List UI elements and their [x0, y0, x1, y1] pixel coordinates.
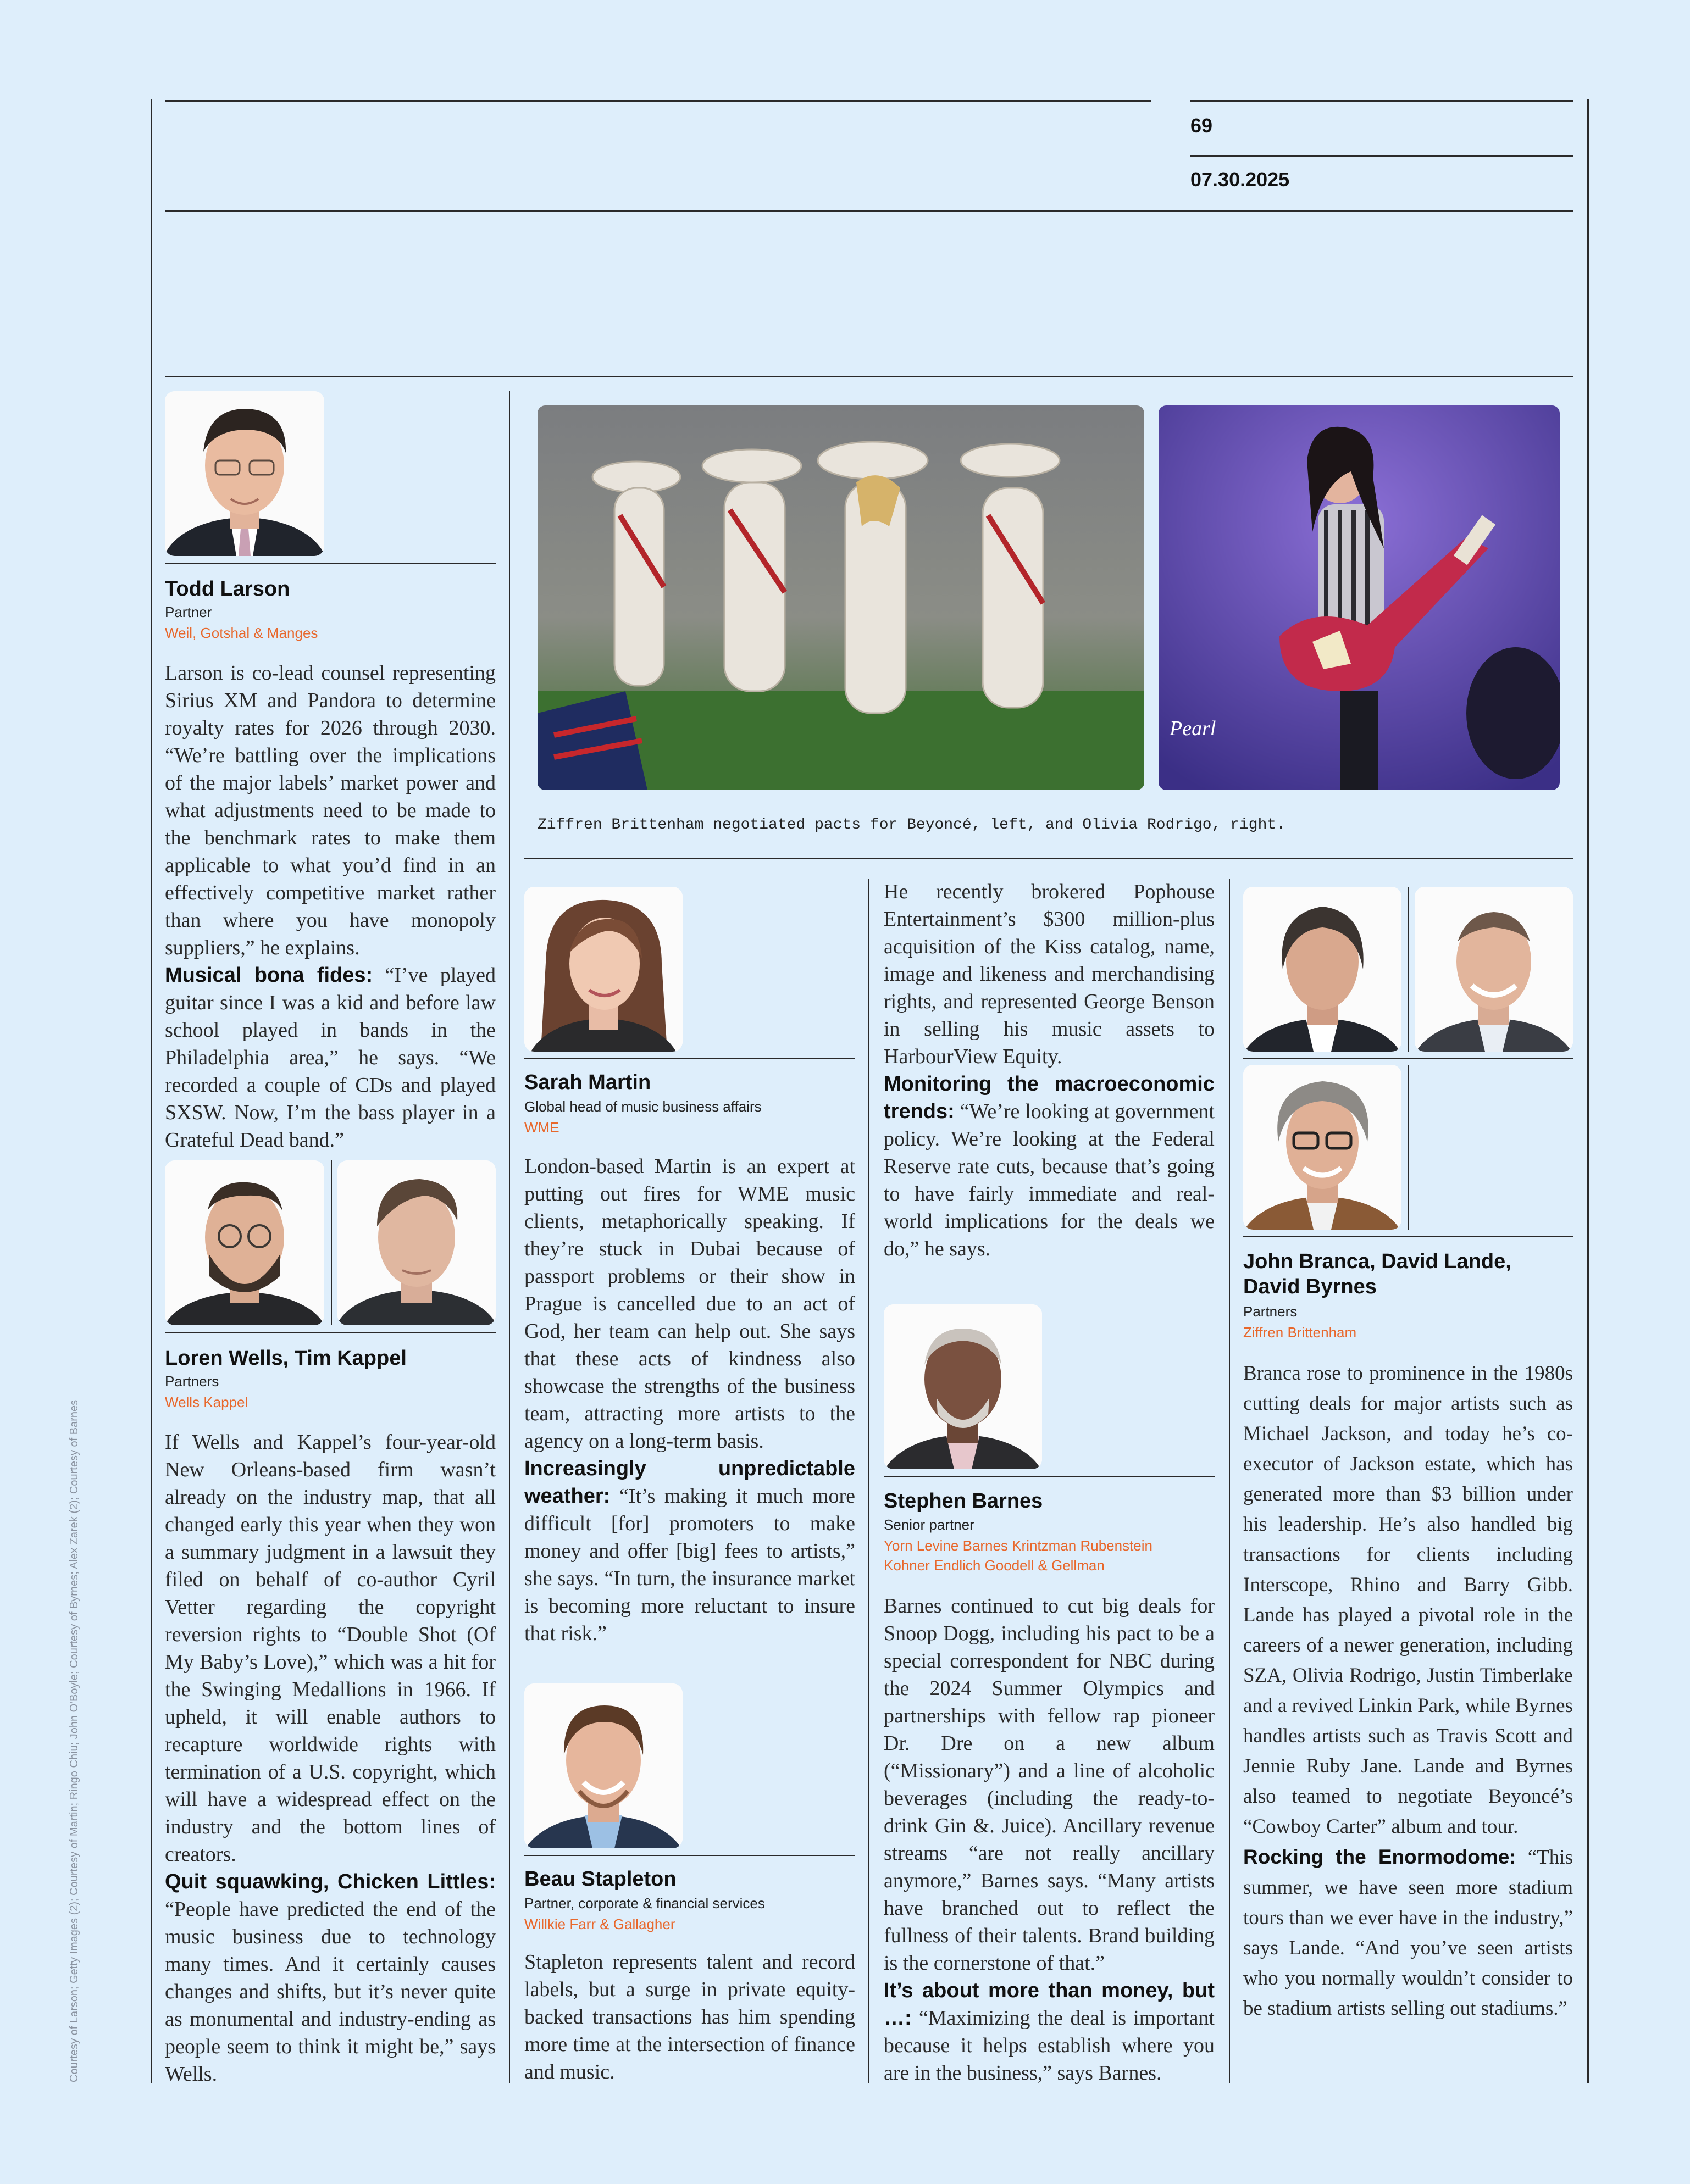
beau-stapleton-photo: [524, 1683, 683, 1848]
martin-bio-text: London-based Martin is an expert at putting out fires for WME music clients, metaphorically speaking. If they’re stuck in Dubai because of passport problems or their show in Prague is cancelled due to an act of God, her team can help out. She says that these acts of kindness also showcase the strengths of the business team, attracting more artists to the agency on a long-term basis.: [524, 1155, 855, 1453]
stephen-barnes-photo: [884, 1304, 1042, 1469]
branca-firm: Ziffren Brittenham: [1243, 1324, 1357, 1341]
branca-bio-text: Branca rose to prominence in the 1980s cutting deals for major artists such as Michael Jackson, and today he’s co-executor of Jackson estate, which has generated more than $3 billion under his leadership. He’s also handled big transactions for clients including Interscope, Rhino and Barry Gibb. Lande has played a pivotal role in the careers of a newer generation, including SZA, Olivia Rodrigo, Justin Timberlake and a revived Linkin Park, while Byrnes handles artists such as Travis Scott and Jennie Ruby Jane. Lande and Byrnes also teamed to negotiate Beyoncé’s “Cowboy Carter” album and tour.: [1243, 1362, 1573, 1838]
wells-name-rule: [165, 1332, 496, 1333]
wells-bio-text: If Wells and Kappel’s four-year-old New Orleans-based firm wasn’t already on the industry map, that all changed early this year when they won a summary judgment in a lawsuit they filed on behalf of co-author Cyril Vetter regarding the copyright reversion rights to “Double Shot (Of My Baby’s Love),” which was a hit for the Swinging Medallions in 1966. If upheld, it will enable authors to recapture worldwide rights with termination of a U.S. copyright, which will have a widespread effect on the industry and the bottom lines of creators.: [165, 1431, 496, 1866]
barnes-firm-line2: Kohner Endlich Goodell & Gellman: [884, 1557, 1105, 1574]
stapleton-subhead-text: “We’re looking at government policy. We’re looking at the Federal Reserve rate cuts, because that’s going to have fairly immediate and real-world implications for the deals we do,” he says.: [884, 1100, 1215, 1260]
martin-subhead-text: “It’s making it much more difficult [for] promoters to make money and offer [big] fees to artists,” she says. “In turn, the insurance market is becoming more reluctant to insure that risk.”: [524, 1485, 855, 1645]
branca-photo-divider: [1408, 887, 1409, 1052]
wells-firm: Wells Kappel: [165, 1394, 248, 1410]
larson-bio: [165, 659, 496, 1154]
column-divider-3: [1229, 879, 1230, 2083]
larson-subhead-text: “I’ve played guitar since I was a kid and before law school played in bands in the Philadelphia area,” he says. “We recorded a couple of CDs and played SXSW. Now, I’m the bass player in a Grateful Dead band.”: [165, 964, 496, 1152]
martin-bio: [524, 1153, 855, 1647]
branca-subhead-text: “This summer, we have seen more stadium tours than we ever have in the industry,” says Lande. “And you’ve seen artists who you normally wouldn’t consider to be stadium artists selling out stadiums.”: [1243, 1846, 1573, 2020]
larson-bio-text: Larson is co-lead counsel representing Sirius XM and Pandora to determine royalty rates for 2026 through 2030. “We’re battling over the implications of the major labels’ market power and what adjustments need to be made to the benchmark rates to make them applicable to what you’d find in an effectively competitive market rather than where you have monopoly suppliers,” he explains.: [165, 662, 496, 959]
barnes-role: Senior partner: [884, 1516, 974, 1533]
larson-subhead: Musical bona fides:: [165, 964, 373, 987]
wells-subhead-text: “People have predicted the end of the music business due to technology many times. And it certainly causes changes and shifts, but it’s never quite as monumental and industry-ending as people seem to think it might be,” says Wells.: [165, 1898, 496, 2086]
stapleton-name-rule: [524, 1855, 855, 1856]
branca-bio: [1243, 1358, 1573, 2024]
header-bottom-rule: [165, 210, 1573, 212]
larson-name: Todd Larson: [165, 577, 290, 601]
branca-role: Partners: [1243, 1303, 1298, 1320]
tim-kappel-photo: [337, 1160, 496, 1325]
barnes-bio: [884, 1592, 1215, 2087]
wells-bio: [165, 1429, 496, 2088]
todd-larson-photo: [165, 391, 324, 556]
stapleton-cont-text: He recently brokered Pophouse Entertainment’s $300 million-plus acquisition of the Kiss catalog, name, image and likeness and merchandising rights, and represented George Benson in selling his music assets to HarbourView Equity.: [884, 880, 1215, 1068]
branca-name-rule: [1243, 1236, 1573, 1237]
header-mid-rule: [1190, 155, 1573, 157]
larson-name-rule: [165, 563, 496, 564]
john-branca-photo: [1243, 887, 1401, 1052]
sarah-martin-photo: [524, 887, 683, 1052]
photo-caption: Ziffren Brittenham negotiated pacts for Beyoncé, left, and Olivia Rodrigo, right.: [538, 816, 1286, 833]
martin-role: Global head of music business affairs: [524, 1098, 762, 1115]
page-number: 69: [1190, 114, 1213, 137]
wells-photo-divider: [331, 1160, 332, 1325]
martin-firm: WME: [524, 1119, 559, 1136]
barnes-bio-text: Barnes continued to cut big deals for Snoop Dogg, including his pact to be a special correspondent for NBC during the 2024 Summer Olympics and partnerships with fellow rap pioneer Dr. Dre on a new album (“Missionary”) and a line of alcoholic beverages (including the ready-to-drink Gin &. Juice). Ancillary revenue streams “are not really ancillary anymore,” Barnes says. “Many artists have branched out to reflect the fullness of their talents. Brand building is the cornerstone of that.”: [884, 1594, 1215, 1975]
barnes-firm-line1: Yorn Levine Barnes Krintzman Rubenstein: [884, 1537, 1152, 1554]
wells-subhead: Quit squawking, Chicken Littles:: [165, 1870, 496, 1893]
branca-name-line1: John Branca, David Lande,: [1243, 1250, 1511, 1273]
stapleton-firm: Willkie Farr & Gallagher: [524, 1916, 675, 1932]
larson-role: Partner: [165, 604, 212, 620]
branca-photo-mid-rule: [1243, 1058, 1573, 1059]
section-top-rule: [165, 376, 1573, 377]
wells-name: Loren Wells, Tim Kappel: [165, 1347, 407, 1370]
david-byrnes-photo: [1243, 1065, 1401, 1230]
stapleton-bio-text: Stapleton represents talent and record labels, but a surge in private equity-backed transactions has him spending more time at the intersection of finance and music.: [524, 1950, 855, 2083]
barnes-subhead-text: “Maximizing the deal is important because it helps establish where you are in the business,” says Barnes.: [884, 2007, 1215, 2085]
stapleton-bio: [524, 1948, 855, 2086]
martin-name-rule: [524, 1058, 855, 1059]
martin-subhead: Increasingly unpredictable weather:: [524, 1457, 855, 1508]
olivia-rodrigo-photo: [1159, 405, 1560, 790]
branca-name-line2: David Byrnes: [1243, 1275, 1377, 1298]
byrnes-photo-divider: [1408, 1065, 1409, 1230]
column-divider-1: [509, 391, 510, 2083]
david-lande-photo: [1415, 887, 1573, 1052]
header-top-rule-right: [1190, 100, 1573, 102]
frame-left-rule: [151, 99, 152, 2083]
branca-subhead: Rocking the Enormodome:: [1243, 1846, 1516, 1868]
issue-date: 07.30.2025: [1190, 168, 1290, 191]
beyonce-photo: [538, 405, 1144, 790]
header-top-rule-left: [165, 100, 1151, 102]
stapleton-subhead: Monitoring the macroeconomic trends:: [884, 1072, 1215, 1123]
stapleton-bio-continued: [884, 878, 1215, 1263]
barnes-name-rule: [884, 1476, 1215, 1477]
stapleton-name: Beau Stapleton: [524, 1868, 677, 1891]
frame-right-rule: [1587, 99, 1589, 2083]
larson-firm: Weil, Gotshal & Manges: [165, 625, 318, 641]
wells-role: Partners: [165, 1373, 219, 1390]
barnes-name: Stephen Barnes: [884, 1490, 1043, 1513]
photo-section-rule: [524, 858, 1573, 859]
barnes-subhead: It’s about more than money, but …:: [884, 1979, 1215, 2030]
photo-credit: Courtesy of Larson; Getty Images (2); Courtesy of Martin; Ringo Chiu; John O'Boyle; Courtesy of Byrnes; Alex Zarek (2); Courtesy of Barnes: [68, 1399, 80, 2082]
martin-name: Sarah Martin: [524, 1071, 651, 1094]
drum-brand-text: Pearl: [1170, 717, 1216, 740]
column-divider-2: [868, 879, 869, 2083]
loren-wells-photo: [165, 1160, 324, 1325]
stapleton-role: Partner, corporate & financial services: [524, 1895, 765, 1911]
